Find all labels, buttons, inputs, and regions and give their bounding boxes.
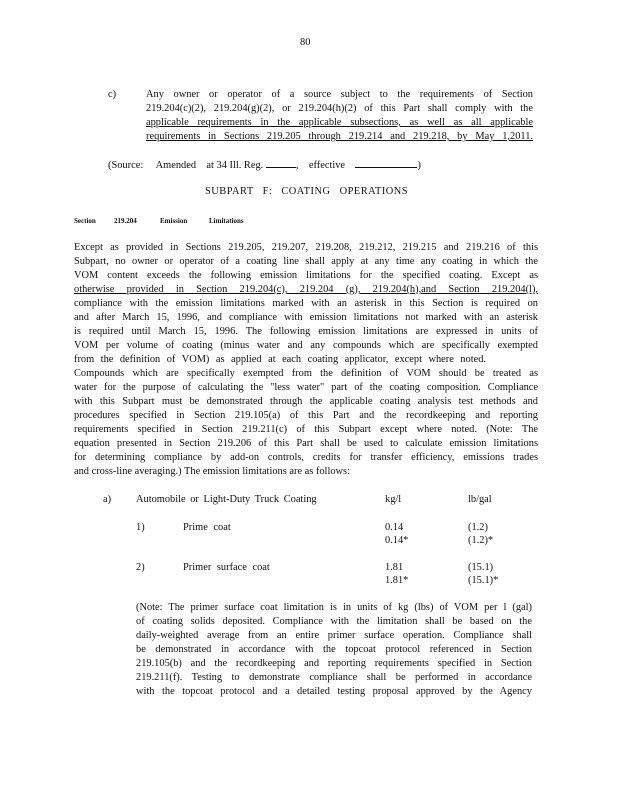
body-line-6: and after March 15, 1996, and compliance with emission limitations not marked with an asterisk [74,312,538,323]
row-2-kg-2: 1.81* [385,575,409,586]
source-register: at 34 Ill. Reg. [206,160,264,171]
body-line-9: from the definition of VOM) as applied at each coating applicator, except where noted. [74,354,486,365]
body-line-7: is required until March 15, 1996. The following emission limitations are expressed in units of [74,326,538,337]
register-blank [266,158,296,168]
body-line-2: Subpart, no owner or operator of a coating line shall apply at any time any coating in which the [74,256,538,267]
row-2-lb-2: (15.1)* [468,575,499,586]
body-line-4: otherwise provided in Section 219.204(c), 219.204 (g), 219.204(h),and Section 219.204(l), [74,284,538,295]
source-amended: Amended [155,160,197,171]
item-a-title: Automobile or Light-Duty Truck Coating [136,494,317,505]
note-line-5: 219.105(b) and the recordkeeping and reporting requirements specified in Section [136,658,532,669]
source-note [108,158,421,172]
note-line-4: be demonstrated in accordance with the topcoat protocol referenced in Section [136,644,532,655]
row-2-number: 2) [136,562,145,573]
body-line-14: requirements specified in Section 219.211(c) of this Subpart except where noted. (Note: The [74,424,538,435]
body-line-17: and cross-line averaging.) The emission limitations are as follows: [74,466,350,477]
row-1-lb-2: (1.2)* [468,535,494,546]
para-c-marker: c) [108,89,117,100]
body-line-12: with this Subpart must be demonstrated through the applicable coating analysis test methods and [74,396,538,407]
note-line-1: (Note: The primer surface coat limitation is in units of kg (lbs) of VOM per l (gal) [136,602,532,613]
row-1-number: 1) [136,522,145,533]
source-effective: effective [308,160,346,171]
para-c-line-2: 219.204(c)(2), 219.204(g)(2), or 219.204(h)(2) of this Part shall comply with the [146,103,533,114]
row-2-lb-1: (15.1) [468,562,494,573]
page-number: 80 [300,37,311,48]
row-1-lb-1: (1.2) [468,522,488,533]
source-comma: , [295,160,299,171]
body-line-1: Except as provided in Sections 219.205, 219.207, 219.208, 219.212, 219.215 and 219.216 of this [74,242,538,253]
body-line-3: VOM content exceeds the following emission limitations for the specified coating. Except as [74,270,538,281]
source-prefix: (Source: [108,160,144,171]
row-1-name: Prime coat [183,522,231,533]
item-a-marker: a) [103,494,112,505]
section-heading-number: 219.204 [114,217,137,225]
effective-blank [355,158,417,168]
subpart-heading: SUBPART F: COATING OPERATIONS [205,186,409,197]
section-heading-word2: Limitations [209,217,244,225]
body-line-15: equation presented in Section 219.206 of this Part shall be used to calculate emission limitations [74,438,538,449]
row-1-kg-1: 0.14 [385,522,404,533]
source-close: ) [417,160,421,171]
body-line-10: Compounds which are specifically exempted from the definition of VOM should be treated as [74,368,538,379]
body-line-13: procedures specified in Section 219.105(a) of this Part and the recordkeeping and reporting [74,410,538,421]
note-line-2: of coating solids deposited. Compliance with the limitation shall be based on the [136,616,532,627]
note-line-7: with the topcoat protocol and a detailed testing proposal approved by the Agency [136,686,532,697]
body-line-8: VOM per volume of coating (minus water and any compounds which are specifically exempted [74,340,538,351]
note-line-3: daily-weighted average from an entire primer surface operation. Compliance shall [136,630,532,641]
note-line-6: 219.211(f). Testing to demonstrate compliance shall be performed in accordance [136,672,532,683]
body-line-16: for determining compliance by add-on controls, credits for transfer efficiency, emissions trades [74,452,538,463]
column-header-kgl: kg/l [385,494,402,505]
body-line-11: water for the purpose of calculating the "less water" part of the coating composition. Compliance [74,382,538,393]
row-2-name: Primer surface coat [183,562,270,573]
body-line-5: compliance with the emission limitations marked with an asterisk in this Section is required on [74,298,538,309]
row-1-kg-2: 0.14* [385,535,409,546]
para-c-line-1: Any owner or operator of a source subject to the requirements of Section [146,89,533,100]
section-heading-label: Section [74,217,96,225]
section-heading-word1: Emission [160,217,188,225]
para-c-line-3: applicable requirements in the applicable subsections, as well as all applicable [146,117,533,128]
para-c-line-4: requirements in Sections 219.205 through 219.214 and 219.218, by May 1,2011. [146,131,533,142]
row-2-kg-1: 1.81 [385,562,404,573]
column-header-lbgal: lb/gal [468,494,492,505]
